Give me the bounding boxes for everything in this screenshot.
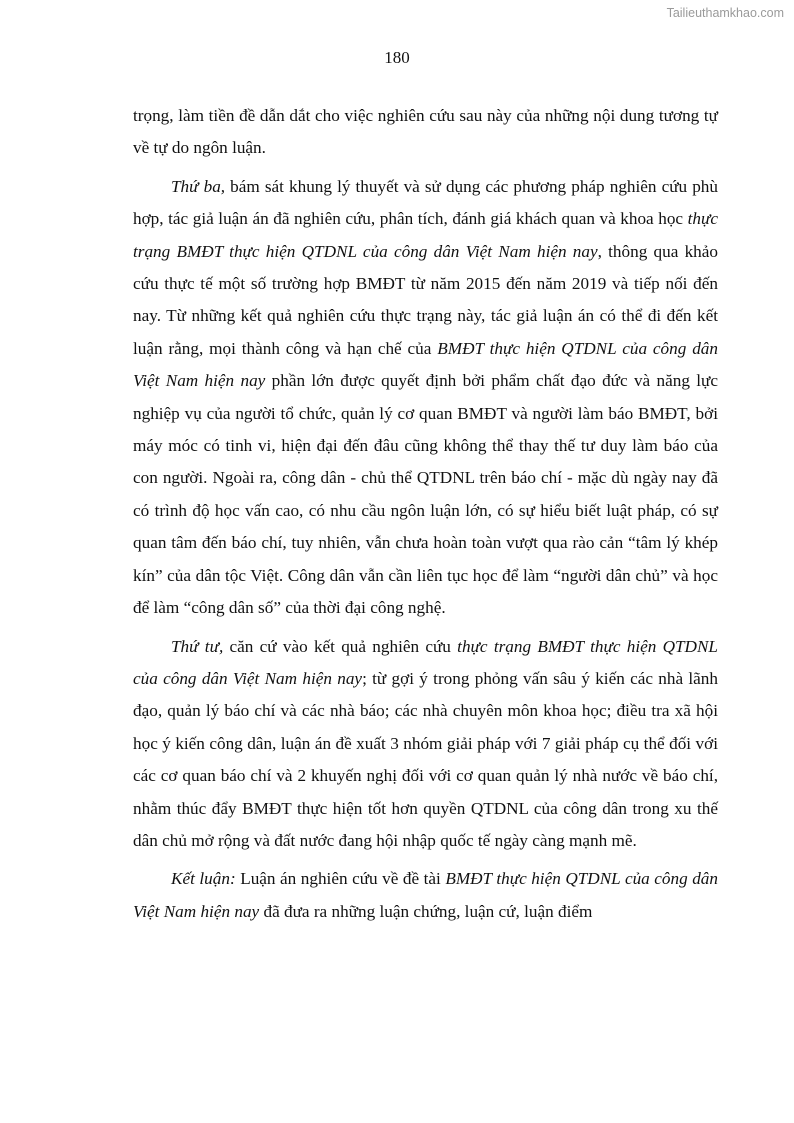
text-run: trọng, làm tiền đề dẫn dắt cho việc nghiên cứu sau này của những nội dung tương tự về tự do ngôn luận. bbox=[133, 106, 718, 158]
italic-text: Thứ tư, bbox=[171, 636, 224, 656]
italic-text: Kết luận: bbox=[171, 869, 236, 889]
text-run: phần lớn được quyết định bởi phẩm chất đạo đức và năng lực nghiệp vụ của người tổ chức, quản lý cơ quan BMĐT và người làm báo BMĐT, bởi máy móc có tinh vi, hiện đại đến đâu cũng không thể thay thế tư duy làm báo của con người. Ngoài ra, công dân - chủ thể QTDNL trên báo chí - mặc dù ngày nay đã có trình độ học vấn cao, có nhu cầu ngôn luận lớn, có sự hiểu biết luật pháp, có sự quan tâm đến báo chí, tuy nhiên, vẫn chưa hoàn toàn vượt qua rào cản “tâm lý khép kín” của dân tộc Việt. Công dân vẫn cần liên tục học để làm “người dân chủ” và học để làm “công dân số” của thời đại công nghệ. bbox=[133, 371, 718, 618]
page-number: 180 bbox=[384, 48, 410, 67]
text-run: ; từ gợi ý trong phỏng vấn sâu ý kiến các nhà lãnh đạo, quản lý báo chí và các nhà báo; các nhà chuyên môn khoa học; điều tra xã hội học ý kiến công dân, luận án đề xuất 3 nhóm giải pháp với 7 giải pháp cụ thể đối với các cơ quan báo chí và 2 khuyến nghị đối với cơ quan quản lý nhà nước về báo chí, nhằm thúc đẩy BMĐT thực hiện tốt hơn quyền QTDNL của công dân trong xu thế dân chủ mở rộng và đất nước đang hội nhập quốc tế ngày càng mạnh mẽ. bbox=[133, 668, 718, 850]
watermark-text: Tailieuthamkhao.com bbox=[666, 6, 784, 20]
paragraph bbox=[133, 100, 718, 165]
paragraph bbox=[133, 863, 718, 928]
text-run: Luận án nghiên cứu về đề tài bbox=[235, 869, 446, 889]
paragraph bbox=[133, 171, 718, 625]
italic-text: BMĐT thực hiện QTDNL của công dân Việt Nam hiện nay bbox=[133, 869, 718, 921]
paragraph bbox=[133, 631, 718, 858]
text-run: , thông qua khảo cứu thực tế một số trường hợp BMĐT từ năm 2015 đến năm 2019 và tiếp nối đến nay. Từ những kết quả nghiên cứu thực trạng này, tác giả luận án có thể đi đến kết luận rằng, mọi thành công và hạn chế của bbox=[133, 241, 718, 358]
text-run: bám sát khung lý thuyết và sử dụng các phương pháp nghiên cứu phù hợp, tác giả luận án đã nghiên cứu, phân tích, đánh giá khách quan và khoa học bbox=[133, 176, 718, 229]
text-run: đã đưa ra những luận chứng, luận cứ, luận điểm bbox=[259, 901, 593, 921]
body-text bbox=[133, 100, 718, 934]
italic-text: BMĐT thực hiện QTDNL của công dân Việt Nam hiện nay bbox=[133, 338, 718, 391]
italic-text: thực trạng BMĐT thực hiện QTDNL của công dân Việt Nam hiện nay bbox=[133, 209, 718, 261]
italic-text: thực trạng BMĐT thực hiện QTDNL của công dân Việt Nam hiện nay bbox=[133, 636, 718, 688]
italic-text: Thứ ba, bbox=[171, 176, 226, 196]
text-run: căn cứ vào kết quả nghiên cứu bbox=[223, 636, 458, 656]
